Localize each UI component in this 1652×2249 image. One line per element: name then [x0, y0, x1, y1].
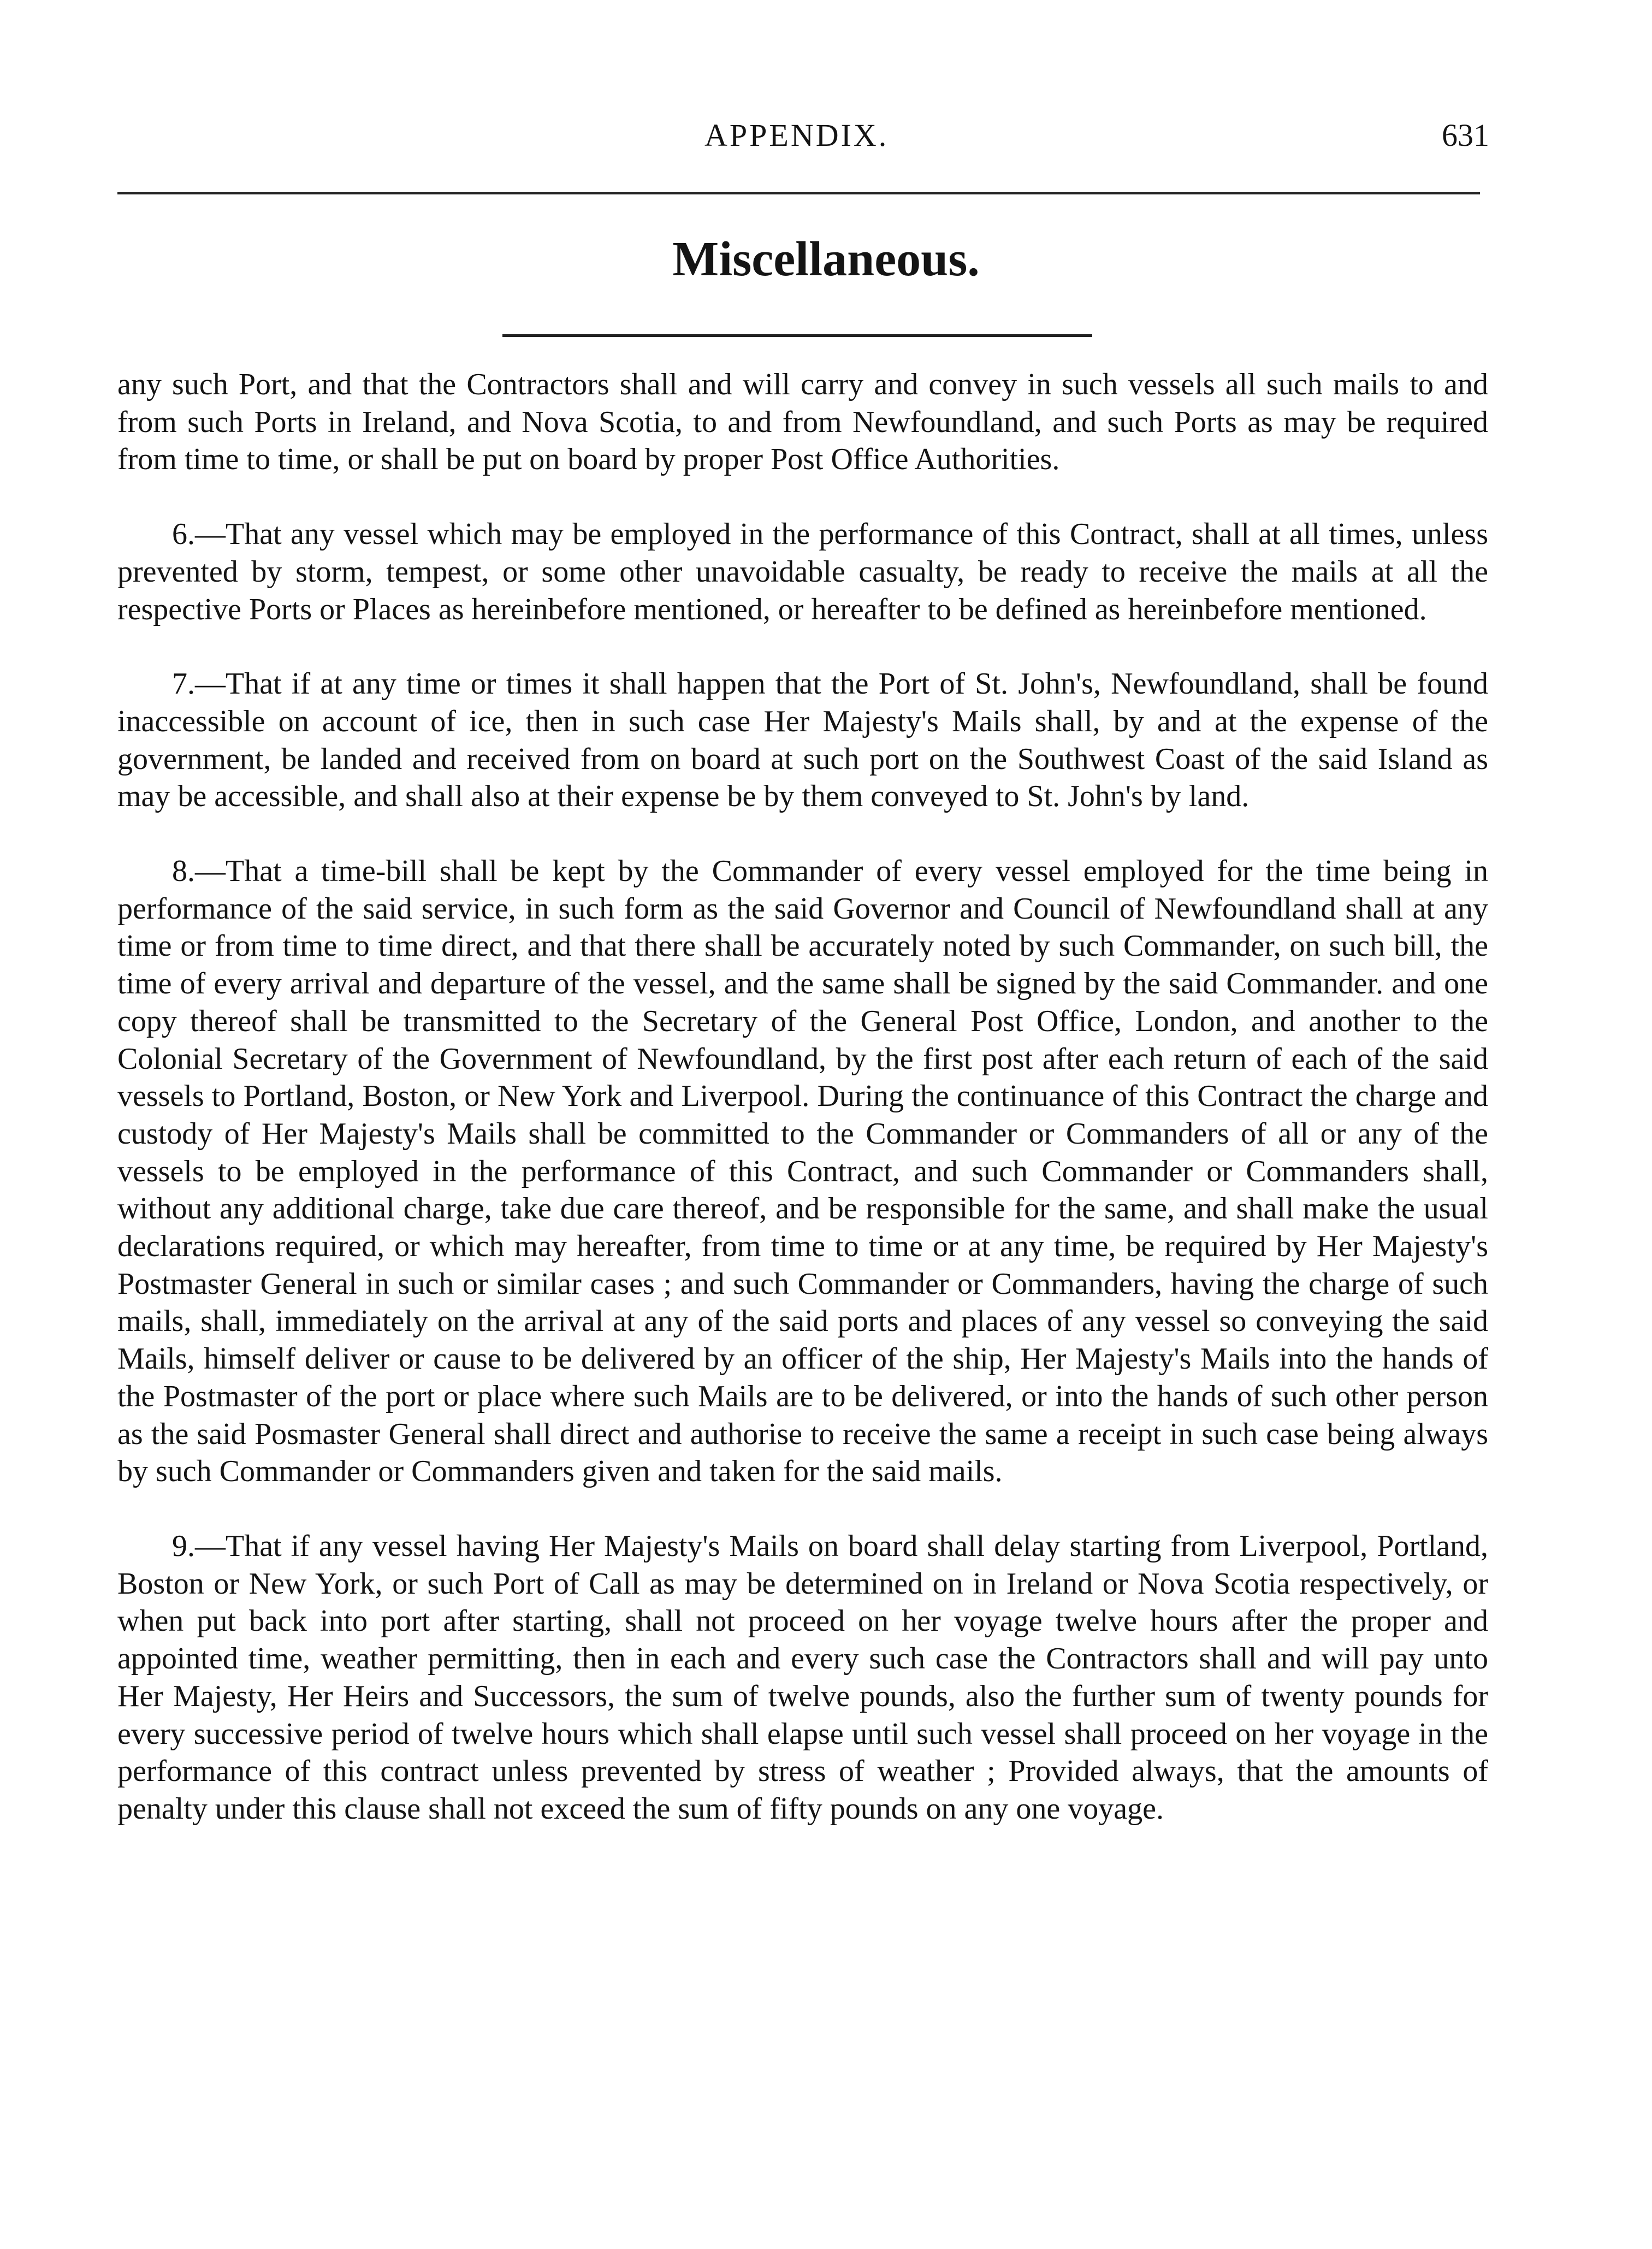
header-rule [117, 192, 1480, 194]
paragraph-clause-6: 6.—That any vessel which may be employed in the performance of this Contract, shall at all times, unless prevented by storm, tempest, or some other unavoidable casualty, be ready to receive the mails at all the respective Ports or Places as hereinbefore mentioned, or hereafter to be defined as hereinbefore mentioned. [117, 517, 1488, 626]
paragraph-clause-8: 8.—That a time-bill shall be kept by the Commander of every vessel employed for the time being in performance of the said service, in such form as the said Governor and Council of Newfoundland shall at any time or from time to time direct, and that there shall be accurately noted by such Commander, on such bill, the time of every arrival and departure of the vessel, and the same shall be signed by the said Commander. and one copy thereof shall be transmitted to the Secretary of the General Post Office, London, and another to the Colonial Secretary of the Government of Newfoundland, by the first post after each return of each of the said vessels to Portland, Boston, or New York and Liverpool. During the continuance of this Contract the charge and custody of Her Majesty's Mails shall be committed to the Commander or Commanders of all or any of the vessels to be employed in the performance of this Contract, and such Commander or Commanders shall, without any additional charge, take due care thereof, and be responsible for the same, and shall make the usual declarations required, or which may hereafter, from time to time or at any time, be required by Her Majesty's Postmaster General in such or similar cases ; and such Commander or Commanders, having the charge of such mails, shall, immediately on the arrival at any of the said ports and places of any vessel so conveying the said Mails, himself deliver or cause to be delivered by an officer of the ship, Her Majesty's Mails into the hands of the Postmaster of the port or place where such Mails are to be delivered, or into the hands of such other person as the said Posmaster General shall direct and authorise to receive the same a receipt in such case being always by such Commander or Commanders given and taken for the said mails. [117, 854, 1488, 1489]
title-rule [502, 334, 1092, 337]
paragraph-clause-9: 9.—That if any vessel having Her Majesty's Mails on board shall delay starting from Liverpool, Portland, Boston or New York, or such Port of Call as may be determined on in Ireland or Nova Scotia respectively, or when put back into port after starting, shall not proceed on her voyage twelve hours after the proper and appointed time, weather permitting, then in each and every such case the Contractors shall and will pay unto Her Majesty, Her Heirs and Successors, the sum of twelve pounds, also the further sum of twenty pounds for every successive period of twelve hours which shall elapse until such vessel shall proceed on her voyage in the performance of this contract unless prevented by stress of weather ; Provided always, that the amounts of penalty under this clause shall not exceed the sum of fifty pounds on any one voyage. [117, 1529, 1488, 1826]
paragraph-continuation: any such Port, and that the Contractors shall and will carry and convey in such vessels all such mails to and from such Ports in Ireland, and Nova Scotia, to and from Newfoundland, and such Ports as may be required from time to time, or shall be put on board by proper Post Office Authorities. [117, 368, 1488, 477]
page-number: 631 [1442, 117, 1489, 153]
running-head [0, 114, 1652, 157]
section-title: Miscellaneous. [672, 232, 980, 286]
paragraph-clause-7: 7.—That if at any time or times it shall happen that the Port of St. John's, Newfoundland, shall be found inaccessible on account of ice, then in such case Her Majesty's Mails shall, by and at the expense of the government, be landed and received from on board at such port on the Southwest Coast of the said Island as may be accessible, and shall also at their expense be by them conveyed to St. John's by land. [117, 667, 1488, 814]
body-text [117, 366, 1488, 1865]
running-title: APPENDIX. [704, 117, 889, 153]
